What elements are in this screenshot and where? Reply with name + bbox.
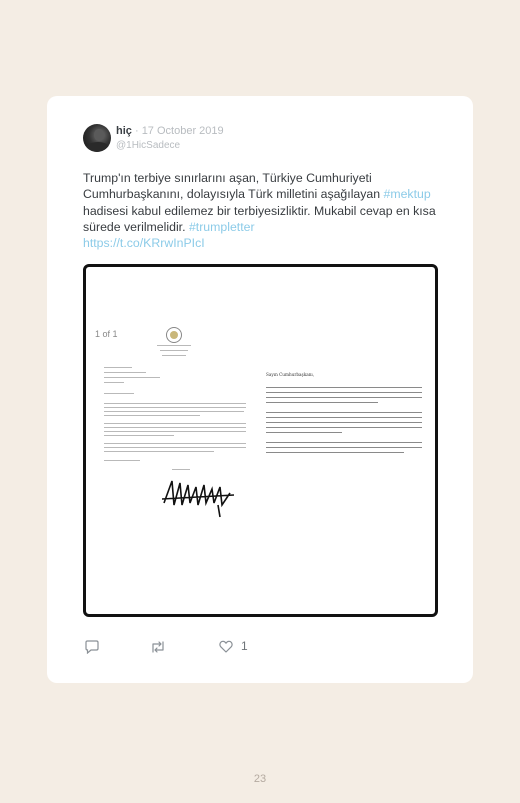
page-count: 1 of 1 xyxy=(95,329,118,339)
avatar-face xyxy=(94,129,104,141)
author-name[interactable]: hiç xyxy=(116,125,132,137)
tweet-date[interactable]: 17 October 2019 xyxy=(141,125,224,137)
presidential-seal-icon xyxy=(166,327,182,343)
signature-image xyxy=(160,475,238,519)
hashtag-link[interactable]: #mektup xyxy=(383,187,431,202)
avatar-shoulder xyxy=(86,142,110,152)
tweet-header xyxy=(116,125,224,137)
reply-icon[interactable] xyxy=(84,640,100,654)
tweet-text-part: Trump'ın terbiye sınırlarını aşan, Türkiye Cumhuriyeti Cumhurbaşkanını, dolayısıyla Türk milletini aşağılayan xyxy=(83,171,384,202)
url-link[interactable]: https://t.co/KRrwInPIcI xyxy=(83,236,205,251)
avatar[interactable] xyxy=(83,124,111,152)
like-count: 1 xyxy=(241,639,248,653)
tweet-text xyxy=(83,170,445,251)
heart-icon[interactable] xyxy=(219,640,233,653)
hashtag-link[interactable]: #trumpletter xyxy=(188,219,255,234)
tweet-card xyxy=(47,96,473,683)
header-separator: · xyxy=(131,125,142,137)
tweet-media-image[interactable] xyxy=(83,264,438,617)
page-number: 23 xyxy=(253,773,267,785)
letter-heading: Sayın Cumhurbaşkanı, xyxy=(266,372,315,377)
tweet-text-part: hadisesi kabul edilemez bir terbiyesizliktir. Mukabil cevap en kısa sürede verilmelidir. xyxy=(83,203,436,234)
retweet-icon[interactable] xyxy=(149,640,167,654)
letter-english xyxy=(102,327,250,527)
author-handle[interactable]: @1HicSadece xyxy=(116,140,181,151)
